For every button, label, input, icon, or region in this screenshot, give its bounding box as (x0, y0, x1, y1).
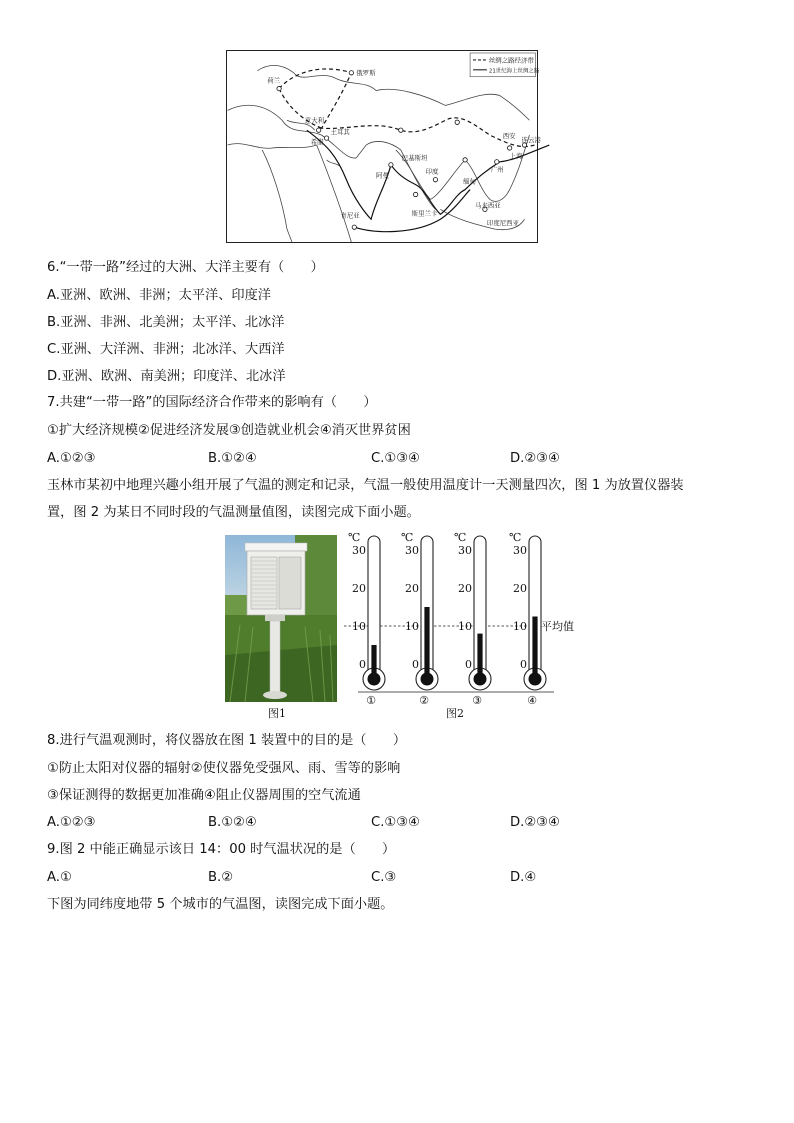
tick-label: 30 (352, 544, 366, 557)
label-greece: 希腊 (310, 138, 324, 147)
mercury-column (424, 607, 429, 679)
q8-items-2: ③保证测得的数据更加准确④阻止仪器周围的空气流通 (47, 788, 361, 803)
tick-label: 30 (405, 544, 419, 557)
label-turkey: 土耳其 (330, 128, 350, 137)
land-silk-road (279, 69, 534, 147)
q6-option-d[interactable]: D.亚洲、欧洲、南美洲；印度洋、北冰洋 (47, 369, 286, 384)
average-label: 平均值 (541, 620, 574, 633)
tick-label: 30 (458, 544, 472, 557)
q9-option-c[interactable]: C.③ (371, 870, 397, 885)
mercury-column (532, 617, 537, 680)
q6-option-a[interactable]: A.亚洲、欧洲、非洲；太平洋、印度洋 (47, 288, 271, 303)
label-shanghai: 上海 (509, 151, 523, 160)
label-kenya: 肯尼亚 (340, 211, 360, 220)
q6-stem: 6.“一带一路”经过的大洲、大洋主要有（ ） (47, 260, 324, 275)
tick-label: 0 (520, 658, 527, 671)
fig2-caption: 图2 (446, 707, 464, 720)
label-srilanka: 斯里兰卡 (411, 209, 438, 218)
thermometer-label: ② (419, 694, 429, 707)
q8-stem: 8.进行气温观测时，将仪器放在图 1 装置中的目的是（ ） (47, 733, 407, 748)
unit-label: ℃ (454, 531, 467, 544)
label-indonesia: 印度尼西亚 (486, 219, 520, 228)
tick-label: 10 (458, 620, 472, 633)
q6-option-c[interactable]: C.亚洲、大洋洲、非洲；北冰洋、大西洋 (47, 342, 285, 357)
tick-label: 0 (412, 658, 419, 671)
label-lianyungang: 连云港 (521, 136, 541, 145)
label-india: 印度 (425, 167, 439, 176)
tick-label: 0 (465, 658, 472, 671)
label-guangzhou: 广州 (490, 165, 504, 174)
q8-option-a[interactable]: A.①②③ (47, 815, 96, 830)
shelter-illustration (225, 535, 337, 702)
tick-label: 30 (513, 544, 527, 557)
label-russia: 俄罗斯 (356, 68, 376, 77)
tick-label: 20 (405, 582, 419, 595)
label-holland: 荷兰 (267, 76, 281, 85)
thermometer-label: ① (366, 694, 376, 707)
q7-stem: 7.共建“一带一路”的国际经济合作带来的影响有（ ） (47, 395, 377, 410)
mercury-column (371, 645, 376, 679)
intro1-line1: 玉林市某初中地理兴趣小组开展了气温的测定和记录，气温一般使用温度计一天测量四次，图 1 为放置仪器装 (47, 478, 684, 493)
tick-label: 10 (352, 620, 366, 633)
label-oman: 阿曼 (376, 171, 389, 180)
q8-option-b[interactable]: B.①②④ (208, 815, 257, 830)
unit-label: ℃ (348, 531, 361, 544)
q7-option-a[interactable]: A.①②③ (47, 451, 96, 466)
coastlines (228, 65, 530, 242)
fig1-caption: 图1 (268, 707, 286, 720)
label-myanmar: 缅甸 (463, 177, 476, 186)
q8-items-1: ①防止太阳对仪器的辐射②使仪器免受强风、雨、雪等的影响 (47, 761, 401, 776)
q7-option-b[interactable]: B.①②④ (208, 451, 257, 466)
fig2-thermometers (344, 530, 574, 710)
silk-road-map-drawing (227, 51, 541, 242)
tick-label: 10 (405, 620, 419, 633)
tick-label: 0 (359, 658, 366, 671)
thermometer-drawing (344, 530, 574, 710)
label-pakistan: 巴基斯坦 (401, 153, 428, 162)
unit-label: ℃ (401, 531, 414, 544)
q8-option-d[interactable]: D.②③④ (510, 815, 560, 830)
q7-items: ①扩大经济规模②促进经济发展③创造就业机会④消灭世界贫困 (47, 423, 411, 438)
label-italy: 意大利 (304, 116, 325, 125)
thermometer-label: ④ (527, 694, 537, 707)
q9-stem: 9.图 2 中能正确显示该日 14：00 时气温状况的是（ ） (47, 842, 396, 857)
intro1-line2: 置，图 2 为某日不同时段的气温测量值图，读图完成下面小题。 (47, 505, 420, 520)
q9-option-b[interactable]: B.② (208, 870, 234, 885)
fig1-instrument-shelter-photo (225, 535, 337, 702)
q6-option-b[interactable]: B.亚洲、非洲、北美洲；太平洋、北冰洋 (47, 315, 285, 330)
intro2: 下图为同纬度地带 5 个城市的气温图，读图完成下面小题。 (47, 897, 394, 912)
tick-label: 20 (513, 582, 527, 595)
q7-option-c[interactable]: C.①③④ (371, 451, 420, 466)
thermometer-label: ③ (472, 694, 482, 707)
tick-label: 20 (352, 582, 366, 595)
legend-sea-route: 21世纪海上丝绸之路 (488, 68, 540, 75)
label-malaysia: 马来西亚 (475, 201, 501, 210)
unit-label: ℃ (509, 531, 522, 544)
tick-label: 20 (458, 582, 472, 595)
legend-land-route: 丝绸之路经济带 (488, 56, 534, 65)
silk-road-map (226, 50, 541, 243)
mercury-column (477, 634, 482, 679)
q9-option-d[interactable]: D.④ (510, 870, 537, 885)
q9-option-a[interactable]: A.① (47, 870, 72, 885)
q8-option-c[interactable]: C.①③④ (371, 815, 420, 830)
label-xian: 西安 (502, 132, 516, 141)
map-legend (470, 53, 540, 77)
tick-label: 10 (513, 620, 527, 633)
q7-option-d[interactable]: D.②③④ (510, 451, 560, 466)
